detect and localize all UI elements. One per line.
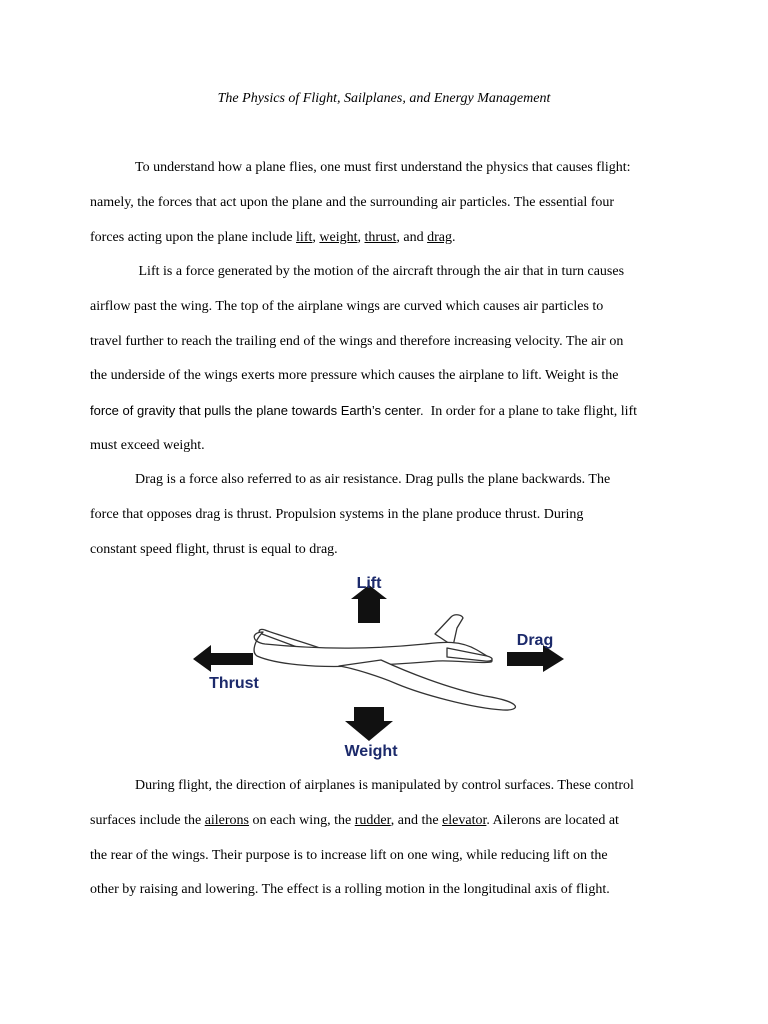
label-drag: Drag [516,632,554,649]
term-weight: weight [319,230,358,245]
drag-arrow [507,645,564,672]
paragraph-4-line-2 [90,811,690,831]
term-rudder: rudder [354,813,391,828]
text-segment: , and [396,230,428,245]
paragraph-4-line-4: other by raising and lowering. The effect is a rolling motion in the longitudinal axis of flight. [90,882,610,897]
paragraph-2-line-1: Lift is a force generated by the motion of the aircraft through the air that in turn causes [135,264,625,279]
document-title: The Physics of Flight, Sailplanes, and Energy Management [217,91,551,106]
text-segment: , [357,230,365,245]
text-segment-alt-font: force of gravity that pulls the plane towards Earth’s center. [90,403,424,418]
paragraph-3-line-3: constant speed flight, thrust is equal to drag. [90,542,338,557]
term-lift: lift [296,230,313,245]
paragraph-2-line-3: travel further to reach the trailing end of the wings and therefore increasing velocity. The air on [90,334,624,349]
airplane-tail-fin [435,615,463,646]
paragraph-2-line-4: the underside of the wings exerts more pressure which causes the airplane to lift. Weight is the [90,368,619,383]
label-weight: Weight [344,743,398,760]
text-segment: . Ailerons are located at [486,813,619,828]
airplane-forces-svg [185,570,575,765]
airplane-outline [254,615,515,710]
paragraph-3-line-2: force that opposes drag is thrust. Propulsion systems in the plane produce thrust. During [90,507,584,522]
paragraph-1-line-2: namely, the forces that act upon the plane and the surrounding air particles. The essential four [90,195,615,210]
term-thrust: thrust [364,230,397,245]
text-segment: surfaces include the [90,813,205,828]
term-drag: drag [427,230,452,245]
label-lift: Lift [356,575,382,592]
four-forces-diagram [185,570,575,765]
text-segment: , [312,230,320,245]
text-segment: , and the [390,813,443,828]
airplane-wing-near [339,660,515,710]
paragraph-3-line-1: Drag is a force also referred to as air resistance. Drag pulls the plane backwards. The [135,472,611,487]
paragraph-2-line-6: must exceed weight. [90,438,205,453]
term-ailerons: ailerons [204,813,250,828]
text-segment: In order for a plane to take flight, lift [423,404,638,419]
paragraph-1-line-1: To understand how a plane flies, one must first understand the physics that causes flight: [135,160,631,175]
text-segment: forces acting upon the plane include [90,230,297,245]
thrust-arrow [193,645,253,672]
paragraph-4-line-1: During flight, the direction of airplanes is manipulated by control surfaces. These control [135,778,634,793]
paragraph-1-line-3 [90,228,690,248]
label-thrust: Thrust [209,675,259,692]
text-segment: on each wing, the [249,813,355,828]
paragraph-2-line-5 [90,401,690,422]
paragraph-4-line-3: the rear of the wings. Their purpose is to increase lift on one wing, while reducing lift on the [90,848,608,863]
paragraph-2-line-2: airflow past the wing. The top of the airplane wings are curved which causes air particles to [90,299,604,314]
weight-arrow [345,707,393,741]
term-elevator: elevator [442,813,487,828]
text-segment: . [452,230,456,245]
